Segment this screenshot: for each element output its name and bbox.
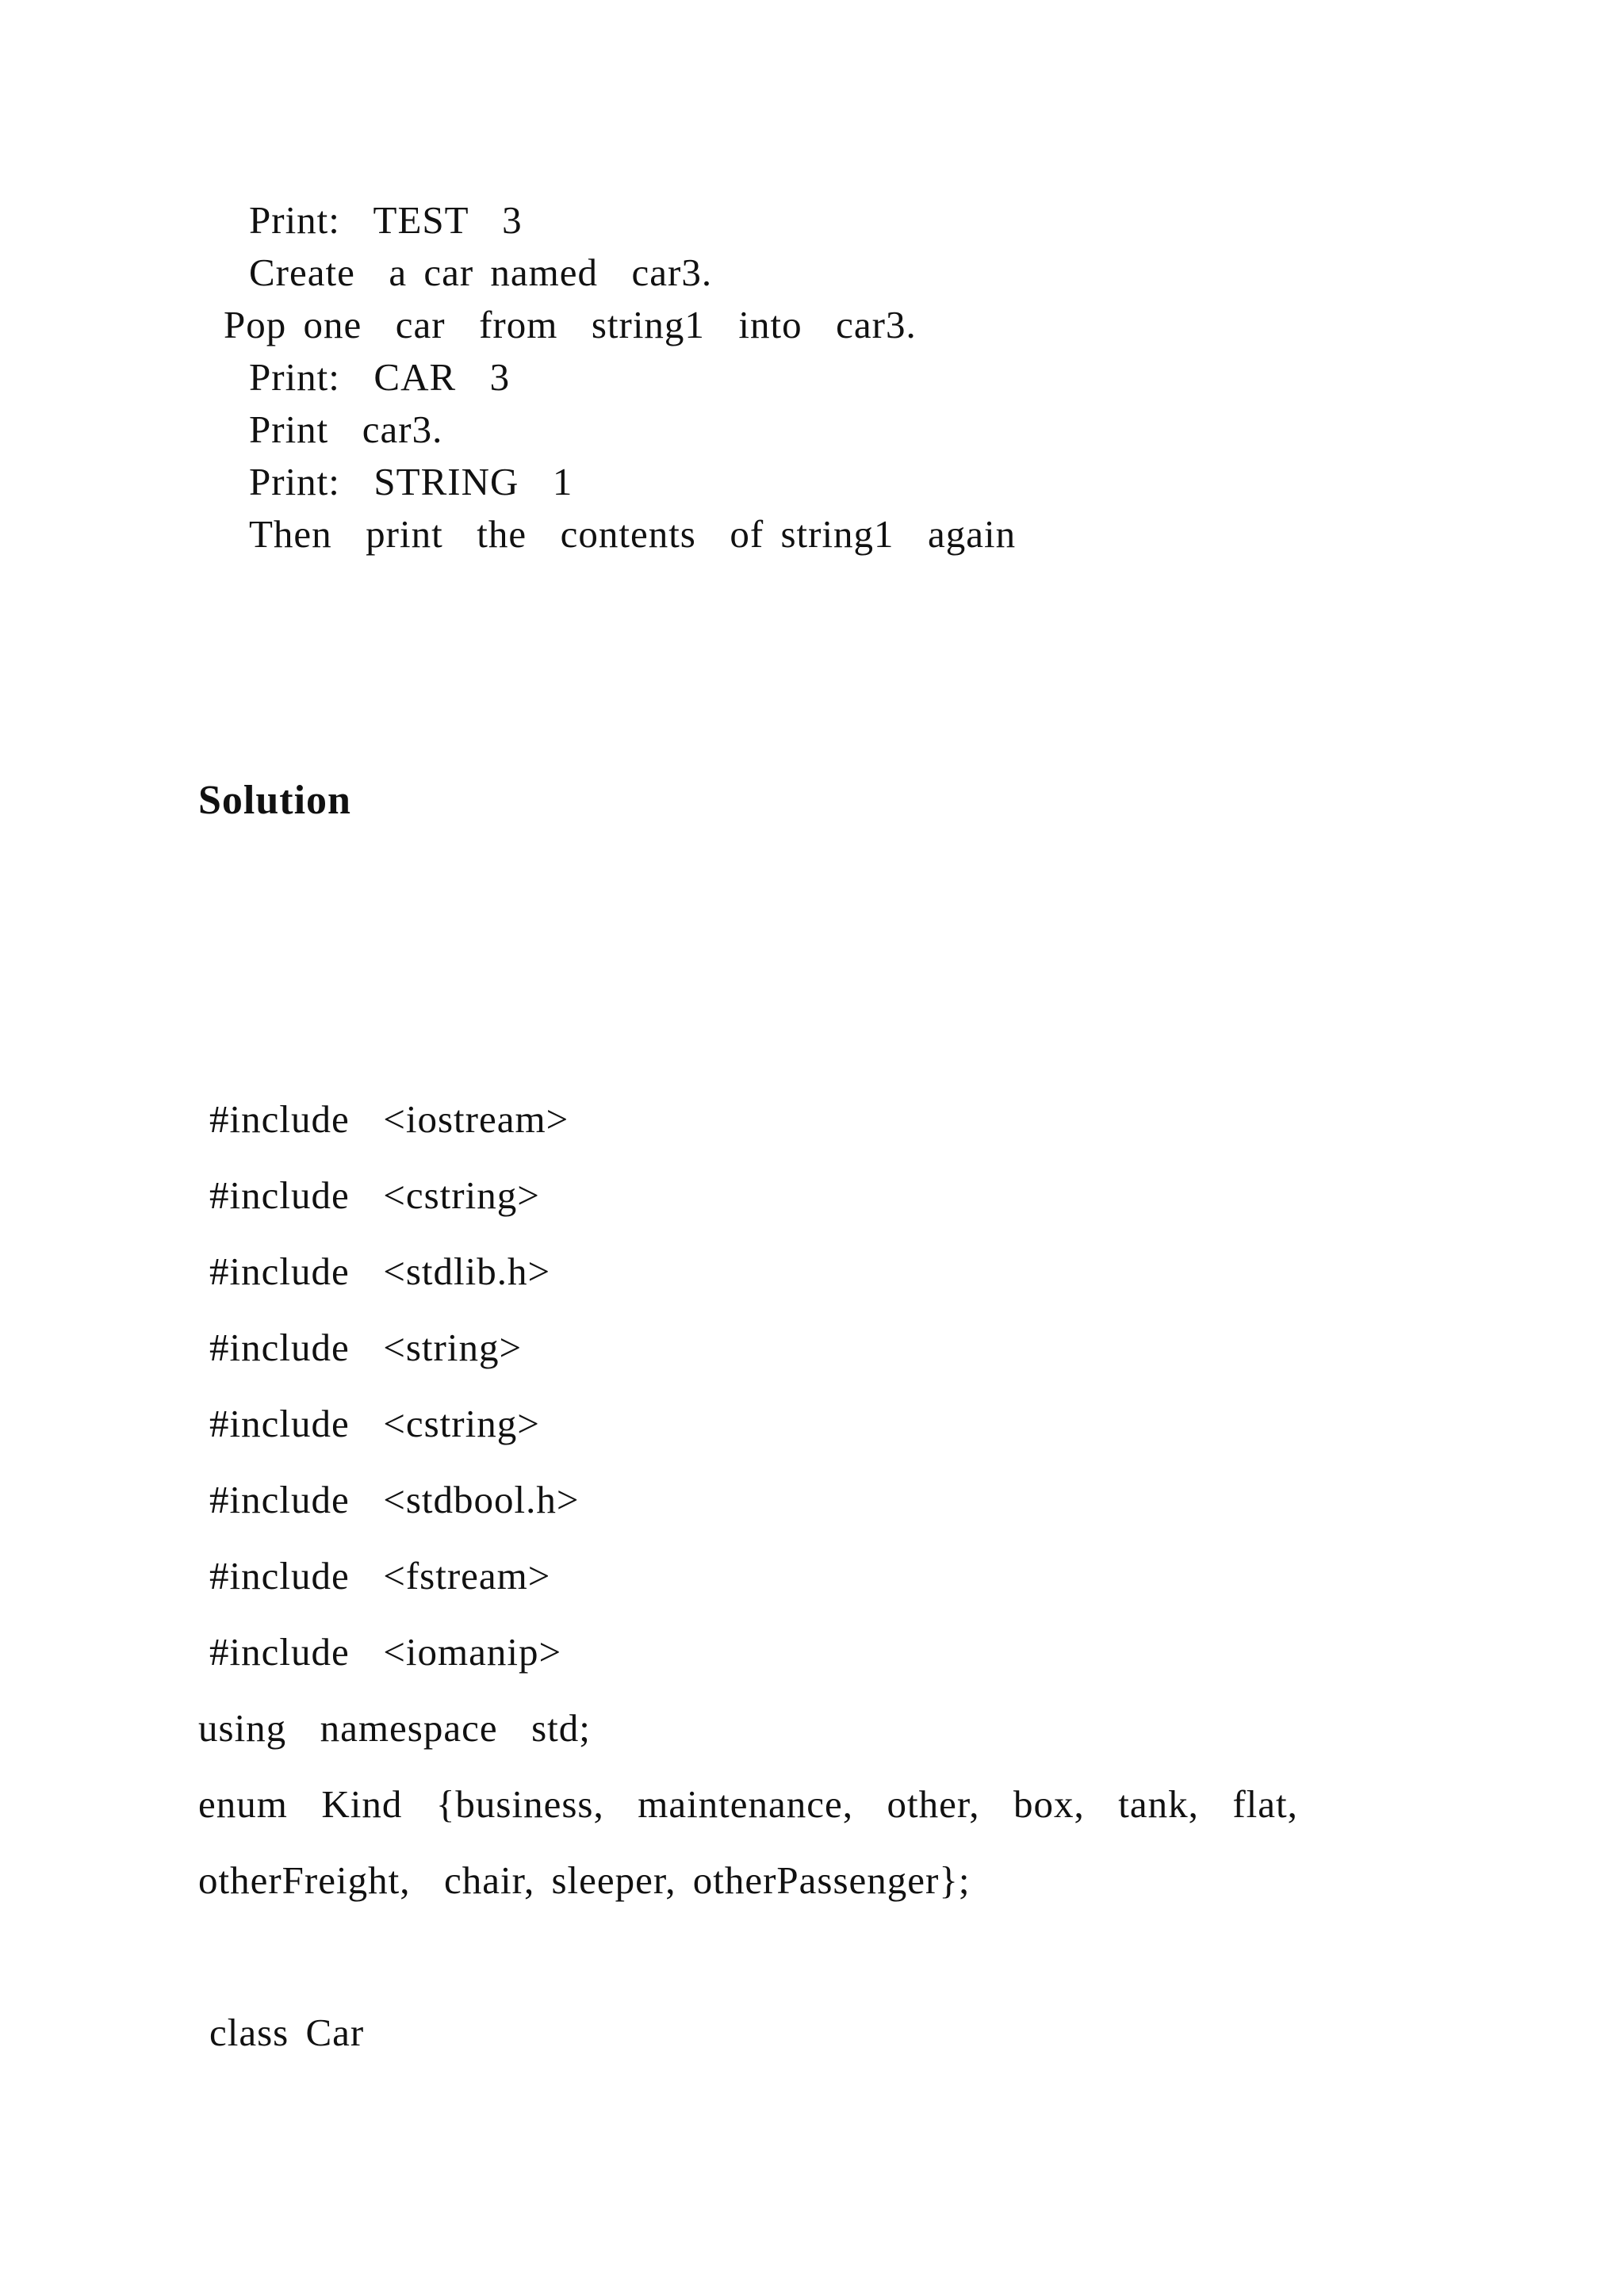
instruction-line-3: Pop one car from string1 into car3. <box>224 303 917 346</box>
code-line-9: using namespace std; <box>198 1706 591 1750</box>
code-line-6: #include <stdbool.h> <box>209 1478 580 1521</box>
code-line-5: #include <cstring> <box>209 1402 540 1445</box>
solution-heading: Solution <box>198 778 351 823</box>
code-line-1: #include <iostream> <box>209 1097 569 1141</box>
instruction-line-2: Create a car named car3. <box>249 251 713 294</box>
code-line-3: #include <stdlib.h> <box>209 1249 551 1293</box>
instruction-line-5: Print car3. <box>249 408 443 451</box>
code-line-11: otherFreight, chair, sleeper, otherPassenger}; <box>198 1858 971 1902</box>
code-line-7: #include <fstream> <box>209 1554 551 1598</box>
code-line-13: class Car <box>209 2011 365 2054</box>
instruction-line-6: Print: STRING 1 <box>249 460 573 503</box>
code-line-4: #include <string> <box>209 1326 523 1369</box>
instruction-line-4: Print: CAR 3 <box>249 355 511 399</box>
code-line-2: #include <cstring> <box>209 1173 540 1217</box>
code-line-10: enum Kind {business, maintenance, other, box, tank, flat, <box>198 1782 1298 1826</box>
instruction-line-1: Print: TEST 3 <box>249 198 523 242</box>
code-line-8: #include <iomanip> <box>209 1630 562 1674</box>
instruction-line-7: Then print the contents of string1 again <box>249 512 1017 556</box>
